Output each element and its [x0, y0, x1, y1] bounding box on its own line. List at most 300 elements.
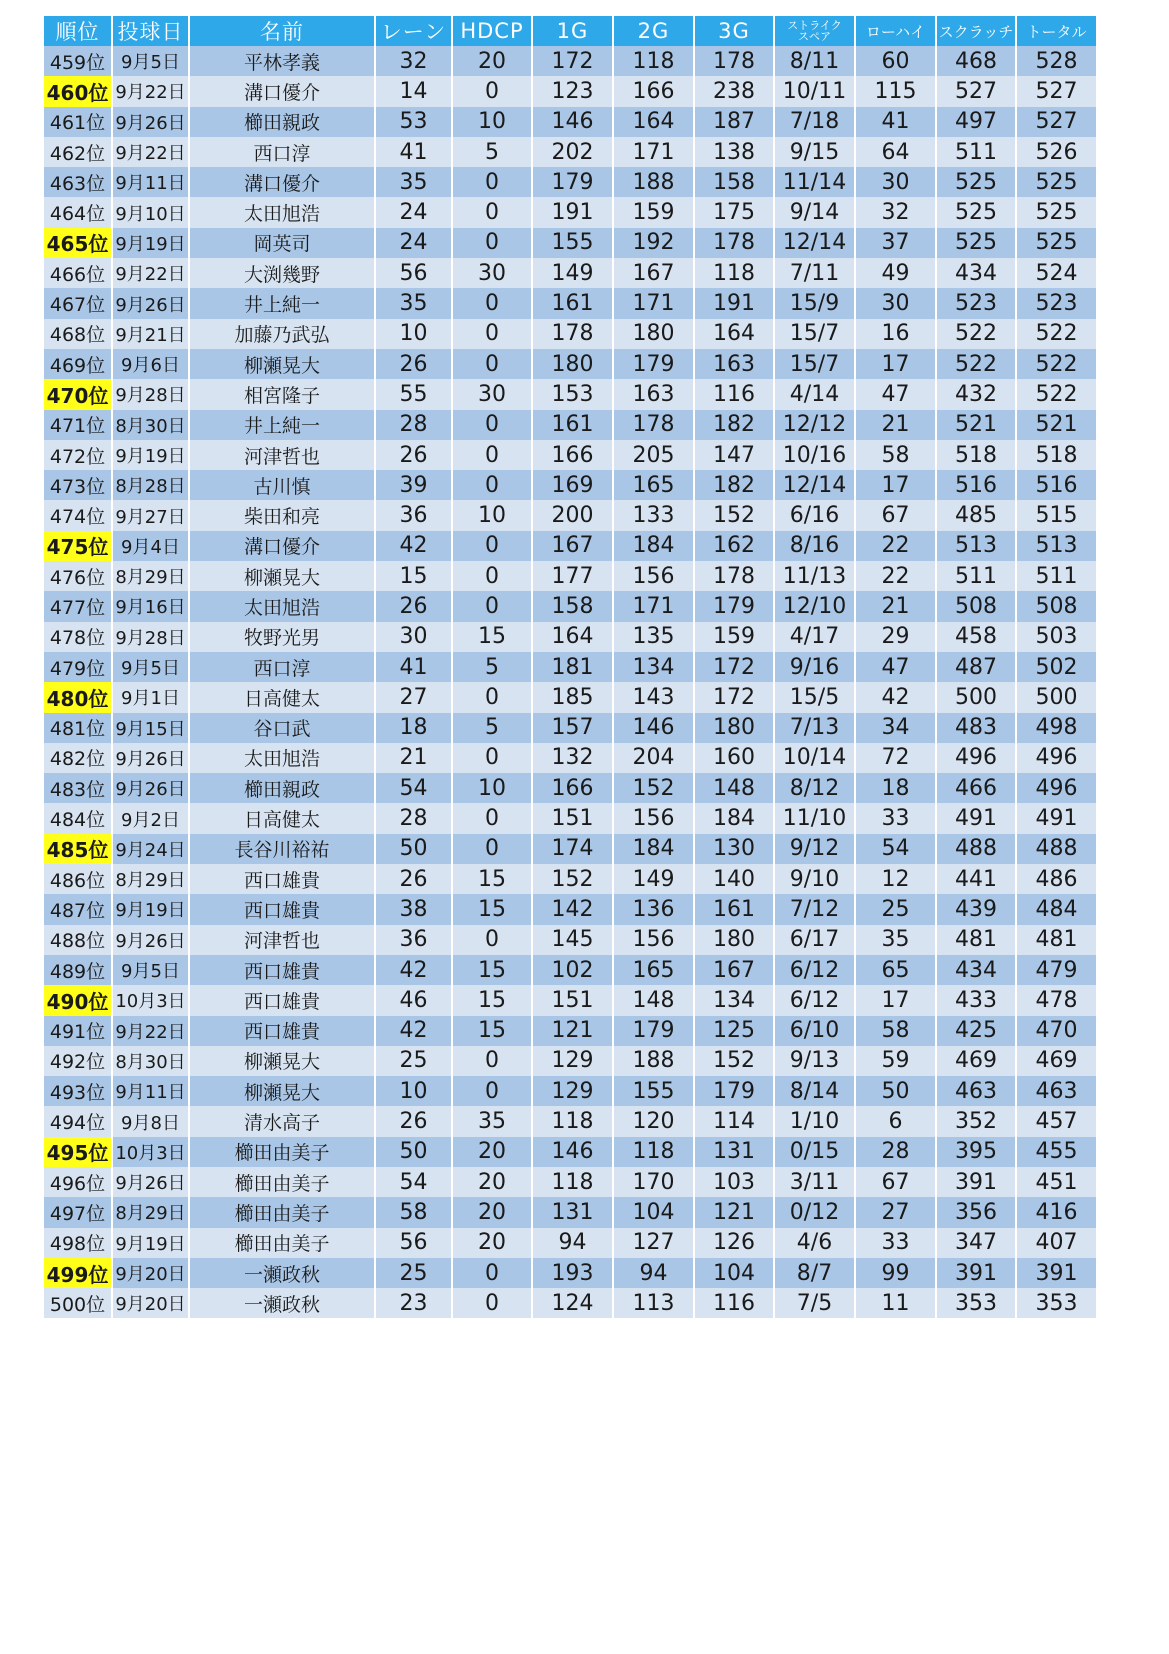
strike-spare-cell: 8/7: [774, 1258, 855, 1288]
rank-cell: 471位: [44, 410, 112, 440]
game3-cell: 134: [694, 985, 774, 1015]
lane-cell: 32: [375, 46, 452, 76]
hdcp-cell: 15: [452, 985, 532, 1015]
lane-cell: 10: [375, 1076, 452, 1106]
rank-cell: 478位: [44, 622, 112, 652]
total-cell: 491: [1016, 803, 1096, 833]
game3-cell: 167: [694, 955, 774, 985]
scratch-cell: 525: [936, 167, 1016, 197]
strike-spare-cell: 6/10: [774, 1016, 855, 1046]
total-cell: 353: [1016, 1288, 1096, 1318]
name-cell: 加藤乃武弘: [189, 319, 375, 349]
table-row: [44, 1258, 1169, 1288]
scratch-cell: 356: [936, 1197, 1016, 1227]
lane-cell: 56: [375, 258, 452, 288]
game3-cell: 172: [694, 652, 774, 682]
game2-cell: 184: [613, 531, 694, 561]
header-lane: レーン: [375, 16, 452, 46]
lowhigh-cell: 33: [855, 1228, 936, 1258]
game3-cell: 130: [694, 834, 774, 864]
lowhigh-cell: 41: [855, 107, 936, 137]
rank-cell: 480位: [44, 682, 112, 712]
lane-cell: 38: [375, 894, 452, 924]
rank-cell: 487位: [44, 894, 112, 924]
hdcp-cell: 10: [452, 107, 532, 137]
lowhigh-cell: 59: [855, 1046, 936, 1076]
rank-cell: 491位: [44, 1016, 112, 1046]
hdcp-cell: 0: [452, 349, 532, 379]
lowhigh-cell: 67: [855, 1167, 936, 1197]
name-cell: 櫛田由美子: [189, 1228, 375, 1258]
total-cell: 479: [1016, 955, 1096, 985]
lowhigh-cell: 18: [855, 773, 936, 803]
scratch-cell: 511: [936, 137, 1016, 167]
strike-spare-cell: 12/14: [774, 228, 855, 258]
strike-spare-cell: 6/12: [774, 985, 855, 1015]
lane-cell: 28: [375, 410, 452, 440]
game2-cell: 156: [613, 561, 694, 591]
game1-cell: 129: [532, 1076, 613, 1106]
total-cell: 528: [1016, 46, 1096, 76]
header-rank: 順位: [44, 16, 112, 46]
total-cell: 503: [1016, 622, 1096, 652]
date-cell: 9月10日: [112, 197, 189, 227]
rank-cell: 460位: [44, 76, 112, 106]
table-row: [44, 864, 1169, 894]
game1-cell: 118: [532, 1106, 613, 1136]
scratch-cell: 441: [936, 864, 1016, 894]
lowhigh-cell: 35: [855, 925, 936, 955]
table-row: [44, 76, 1169, 106]
game1-cell: 200: [532, 500, 613, 530]
lane-cell: 24: [375, 228, 452, 258]
lane-cell: 53: [375, 107, 452, 137]
date-cell: 9月19日: [112, 894, 189, 924]
lowhigh-cell: 115: [855, 76, 936, 106]
table-row: [44, 1197, 1169, 1227]
table-row: [44, 894, 1169, 924]
lowhigh-cell: 16: [855, 319, 936, 349]
name-cell: 一瀬政秋: [189, 1288, 375, 1318]
table-row: [44, 985, 1169, 1015]
date-cell: 9月26日: [112, 743, 189, 773]
game1-cell: 180: [532, 349, 613, 379]
table-row: [44, 1137, 1169, 1167]
game2-cell: 113: [613, 1288, 694, 1318]
game3-cell: 182: [694, 410, 774, 440]
game3-cell: 103: [694, 1167, 774, 1197]
strike-spare-cell: 6/12: [774, 955, 855, 985]
rank-cell: 470位: [44, 379, 112, 409]
table-row: [44, 622, 1169, 652]
game2-cell: 180: [613, 319, 694, 349]
header-total: トータル: [1016, 16, 1096, 46]
date-cell: 9月22日: [112, 258, 189, 288]
table-row: [44, 1228, 1169, 1258]
lane-cell: 26: [375, 864, 452, 894]
hdcp-cell: 0: [452, 1288, 532, 1318]
lowhigh-cell: 54: [855, 834, 936, 864]
lane-cell: 26: [375, 591, 452, 621]
ranking-table: [44, 16, 1169, 1318]
game2-cell: 204: [613, 743, 694, 773]
game1-cell: 151: [532, 985, 613, 1015]
game3-cell: 158: [694, 167, 774, 197]
rank-cell: 493位: [44, 1076, 112, 1106]
date-cell: 9月19日: [112, 440, 189, 470]
game2-cell: 159: [613, 197, 694, 227]
date-cell: 8月30日: [112, 410, 189, 440]
game1-cell: 149: [532, 258, 613, 288]
hdcp-cell: 0: [452, 743, 532, 773]
game1-cell: 157: [532, 713, 613, 743]
hdcp-cell: 20: [452, 46, 532, 76]
strike-spare-cell: 4/6: [774, 1228, 855, 1258]
lane-cell: 39: [375, 470, 452, 500]
lowhigh-cell: 21: [855, 410, 936, 440]
header-game3: 3G: [694, 16, 774, 46]
lane-cell: 25: [375, 1046, 452, 1076]
game1-cell: 164: [532, 622, 613, 652]
game1-cell: 202: [532, 137, 613, 167]
hdcp-cell: 5: [452, 137, 532, 167]
lowhigh-cell: 34: [855, 713, 936, 743]
date-cell: 9月6日: [112, 349, 189, 379]
game2-cell: 205: [613, 440, 694, 470]
rank-cell: 477位: [44, 591, 112, 621]
scratch-cell: 522: [936, 349, 1016, 379]
scratch-cell: 518: [936, 440, 1016, 470]
date-cell: 9月20日: [112, 1258, 189, 1288]
scratch-cell: 395: [936, 1137, 1016, 1167]
scratch-cell: 434: [936, 258, 1016, 288]
strike-spare-cell: 10/11: [774, 76, 855, 106]
table-row: [44, 500, 1169, 530]
lane-cell: 25: [375, 1258, 452, 1288]
name-cell: 西口雄貴: [189, 1016, 375, 1046]
name-cell: 清水高子: [189, 1106, 375, 1136]
game3-cell: 164: [694, 319, 774, 349]
strike-spare-cell: 9/16: [774, 652, 855, 682]
rank-cell: 476位: [44, 561, 112, 591]
game1-cell: 121: [532, 1016, 613, 1046]
strike-spare-cell: 9/15: [774, 137, 855, 167]
total-cell: 481: [1016, 925, 1096, 955]
rank-cell: 486位: [44, 864, 112, 894]
lane-cell: 41: [375, 137, 452, 167]
lane-cell: 42: [375, 955, 452, 985]
game3-cell: 126: [694, 1228, 774, 1258]
total-cell: 502: [1016, 652, 1096, 682]
scratch-cell: 463: [936, 1076, 1016, 1106]
table-row: [44, 955, 1169, 985]
strike-spare-cell: 8/16: [774, 531, 855, 561]
total-cell: 515: [1016, 500, 1096, 530]
game2-cell: 133: [613, 500, 694, 530]
name-cell: 櫛田親政: [189, 773, 375, 803]
lane-cell: 26: [375, 1106, 452, 1136]
table-row: [44, 713, 1169, 743]
date-cell: 9月19日: [112, 228, 189, 258]
lowhigh-cell: 72: [855, 743, 936, 773]
hdcp-cell: 0: [452, 167, 532, 197]
game3-cell: 180: [694, 925, 774, 955]
scratch-cell: 434: [936, 955, 1016, 985]
strike-spare-cell: 9/12: [774, 834, 855, 864]
scratch-cell: 466: [936, 773, 1016, 803]
game1-cell: 185: [532, 682, 613, 712]
game2-cell: 167: [613, 258, 694, 288]
rank-cell: 467位: [44, 288, 112, 318]
game1-cell: 178: [532, 319, 613, 349]
strike-spare-cell: 4/17: [774, 622, 855, 652]
game1-cell: 146: [532, 107, 613, 137]
name-cell: 岡英司: [189, 228, 375, 258]
date-cell: 9月21日: [112, 319, 189, 349]
strike-spare-cell: 7/5: [774, 1288, 855, 1318]
game3-cell: 118: [694, 258, 774, 288]
game2-cell: 104: [613, 1197, 694, 1227]
total-cell: 513: [1016, 531, 1096, 561]
lane-cell: 50: [375, 1137, 452, 1167]
date-cell: 9月11日: [112, 167, 189, 197]
hdcp-cell: 0: [452, 1076, 532, 1106]
rank-cell: 466位: [44, 258, 112, 288]
lowhigh-cell: 99: [855, 1258, 936, 1288]
name-cell: 太田旭浩: [189, 591, 375, 621]
game3-cell: 152: [694, 500, 774, 530]
strike-spare-cell: 7/18: [774, 107, 855, 137]
strike-spare-cell: 8/14: [774, 1076, 855, 1106]
name-cell: 西口雄貴: [189, 955, 375, 985]
name-cell: 相宮隆子: [189, 379, 375, 409]
total-cell: 525: [1016, 228, 1096, 258]
game1-cell: 172: [532, 46, 613, 76]
rank-cell: 469位: [44, 349, 112, 379]
lane-cell: 14: [375, 76, 452, 106]
lowhigh-cell: 65: [855, 955, 936, 985]
scratch-cell: 516: [936, 470, 1016, 500]
name-cell: 西口雄貴: [189, 864, 375, 894]
total-cell: 518: [1016, 440, 1096, 470]
header-strike-label: ストライク: [787, 19, 842, 32]
rank-cell: 472位: [44, 440, 112, 470]
game1-cell: 167: [532, 531, 613, 561]
game2-cell: 192: [613, 228, 694, 258]
header-date: 投球日: [112, 16, 189, 46]
total-cell: 511: [1016, 561, 1096, 591]
hdcp-cell: 15: [452, 1016, 532, 1046]
hdcp-cell: 20: [452, 1228, 532, 1258]
scratch-cell: 488: [936, 834, 1016, 864]
game2-cell: 118: [613, 46, 694, 76]
lowhigh-cell: 28: [855, 1137, 936, 1167]
hdcp-cell: 0: [452, 440, 532, 470]
scratch-cell: 352: [936, 1106, 1016, 1136]
total-cell: 496: [1016, 743, 1096, 773]
hdcp-cell: 0: [452, 531, 532, 561]
hdcp-cell: 30: [452, 258, 532, 288]
lowhigh-cell: 58: [855, 440, 936, 470]
table-row: [44, 591, 1169, 621]
game3-cell: 163: [694, 349, 774, 379]
scratch-cell: 496: [936, 743, 1016, 773]
date-cell: 9月11日: [112, 1076, 189, 1106]
total-cell: 522: [1016, 319, 1096, 349]
total-cell: 527: [1016, 107, 1096, 137]
game1-cell: 94: [532, 1228, 613, 1258]
game3-cell: 191: [694, 288, 774, 318]
lane-cell: 24: [375, 197, 452, 227]
table-row: [44, 1167, 1169, 1197]
lowhigh-cell: 32: [855, 197, 936, 227]
name-cell: 櫛田親政: [189, 107, 375, 137]
hdcp-cell: 35: [452, 1106, 532, 1136]
scratch-cell: 523: [936, 288, 1016, 318]
rank-cell: 482位: [44, 743, 112, 773]
game2-cell: 127: [613, 1228, 694, 1258]
lowhigh-cell: 25: [855, 894, 936, 924]
scratch-cell: 468: [936, 46, 1016, 76]
lowhigh-cell: 17: [855, 470, 936, 500]
date-cell: 9月15日: [112, 713, 189, 743]
game3-cell: 179: [694, 1076, 774, 1106]
scratch-cell: 353: [936, 1288, 1016, 1318]
date-cell: 9月26日: [112, 1167, 189, 1197]
table-header: [44, 16, 1169, 46]
name-cell: 谷口武: [189, 713, 375, 743]
date-cell: 9月5日: [112, 46, 189, 76]
game1-cell: 153: [532, 379, 613, 409]
table-row: [44, 1016, 1169, 1046]
game3-cell: 238: [694, 76, 774, 106]
date-cell: 9月4日: [112, 531, 189, 561]
table-row: [44, 1076, 1169, 1106]
lowhigh-cell: 17: [855, 349, 936, 379]
name-cell: 柳瀬晃大: [189, 349, 375, 379]
total-cell: 463: [1016, 1076, 1096, 1106]
game2-cell: 163: [613, 379, 694, 409]
date-cell: 9月26日: [112, 773, 189, 803]
table-row: [44, 410, 1169, 440]
game1-cell: 131: [532, 1197, 613, 1227]
scratch-cell: 522: [936, 319, 1016, 349]
lane-cell: 36: [375, 500, 452, 530]
game2-cell: 171: [613, 591, 694, 621]
lowhigh-cell: 58: [855, 1016, 936, 1046]
game2-cell: 136: [613, 894, 694, 924]
hdcp-cell: 0: [452, 591, 532, 621]
lowhigh-cell: 27: [855, 1197, 936, 1227]
lane-cell: 36: [375, 925, 452, 955]
game3-cell: 125: [694, 1016, 774, 1046]
date-cell: 9月1日: [112, 682, 189, 712]
game3-cell: 178: [694, 561, 774, 591]
rank-cell: 488位: [44, 925, 112, 955]
game2-cell: 165: [613, 955, 694, 985]
name-cell: 溝口優介: [189, 167, 375, 197]
date-cell: 9月26日: [112, 925, 189, 955]
date-cell: 9月28日: [112, 622, 189, 652]
lane-cell: 23: [375, 1288, 452, 1318]
game2-cell: 171: [613, 137, 694, 167]
rank-cell: 461位: [44, 107, 112, 137]
name-cell: 平林孝義: [189, 46, 375, 76]
name-cell: 西口淳: [189, 137, 375, 167]
scratch-cell: 432: [936, 379, 1016, 409]
hdcp-cell: 0: [452, 561, 532, 591]
header-hdcp: HDCP: [452, 16, 532, 46]
total-cell: 469: [1016, 1046, 1096, 1076]
scratch-cell: 511: [936, 561, 1016, 591]
date-cell: 8月29日: [112, 864, 189, 894]
game3-cell: 159: [694, 622, 774, 652]
hdcp-cell: 0: [452, 228, 532, 258]
date-cell: 9月26日: [112, 288, 189, 318]
scratch-cell: 497: [936, 107, 1016, 137]
game2-cell: 118: [613, 1137, 694, 1167]
strike-spare-cell: 8/12: [774, 773, 855, 803]
game1-cell: 102: [532, 955, 613, 985]
lowhigh-cell: 33: [855, 803, 936, 833]
game2-cell: 146: [613, 713, 694, 743]
table-row: [44, 258, 1169, 288]
lane-cell: 35: [375, 167, 452, 197]
lane-cell: 10: [375, 319, 452, 349]
header-scratch: スクラッチ: [936, 16, 1016, 46]
game1-cell: 124: [532, 1288, 613, 1318]
header-row: [44, 16, 1169, 46]
scratch-cell: 508: [936, 591, 1016, 621]
table-row: [44, 1046, 1169, 1076]
lane-cell: 26: [375, 440, 452, 470]
total-cell: 508: [1016, 591, 1096, 621]
date-cell: 9月27日: [112, 500, 189, 530]
hdcp-cell: 15: [452, 622, 532, 652]
total-cell: 522: [1016, 379, 1096, 409]
total-cell: 470: [1016, 1016, 1096, 1046]
game3-cell: 184: [694, 803, 774, 833]
header-spare-label: スペア: [798, 30, 831, 43]
name-cell: 柳瀬晃大: [189, 561, 375, 591]
total-cell: 525: [1016, 197, 1096, 227]
name-cell: 牧野光男: [189, 622, 375, 652]
lowhigh-cell: 29: [855, 622, 936, 652]
header-game2: 2G: [613, 16, 694, 46]
scratch-cell: 391: [936, 1167, 1016, 1197]
lane-cell: 35: [375, 288, 452, 318]
total-cell: 486: [1016, 864, 1096, 894]
game3-cell: 175: [694, 197, 774, 227]
rank-cell: 497位: [44, 1197, 112, 1227]
lowhigh-cell: 17: [855, 985, 936, 1015]
game2-cell: 171: [613, 288, 694, 318]
game2-cell: 155: [613, 1076, 694, 1106]
game2-cell: 149: [613, 864, 694, 894]
table-row: [44, 46, 1169, 76]
rank-cell: 473位: [44, 470, 112, 500]
date-cell: 8月29日: [112, 1197, 189, 1227]
name-cell: 溝口優介: [189, 531, 375, 561]
table-row: [44, 652, 1169, 682]
lowhigh-cell: 49: [855, 258, 936, 288]
name-cell: 柴田和亮: [189, 500, 375, 530]
rank-cell: 484位: [44, 803, 112, 833]
strike-spare-cell: 12/10: [774, 591, 855, 621]
total-cell: 516: [1016, 470, 1096, 500]
strike-spare-cell: 9/10: [774, 864, 855, 894]
strike-spare-cell: 15/5: [774, 682, 855, 712]
